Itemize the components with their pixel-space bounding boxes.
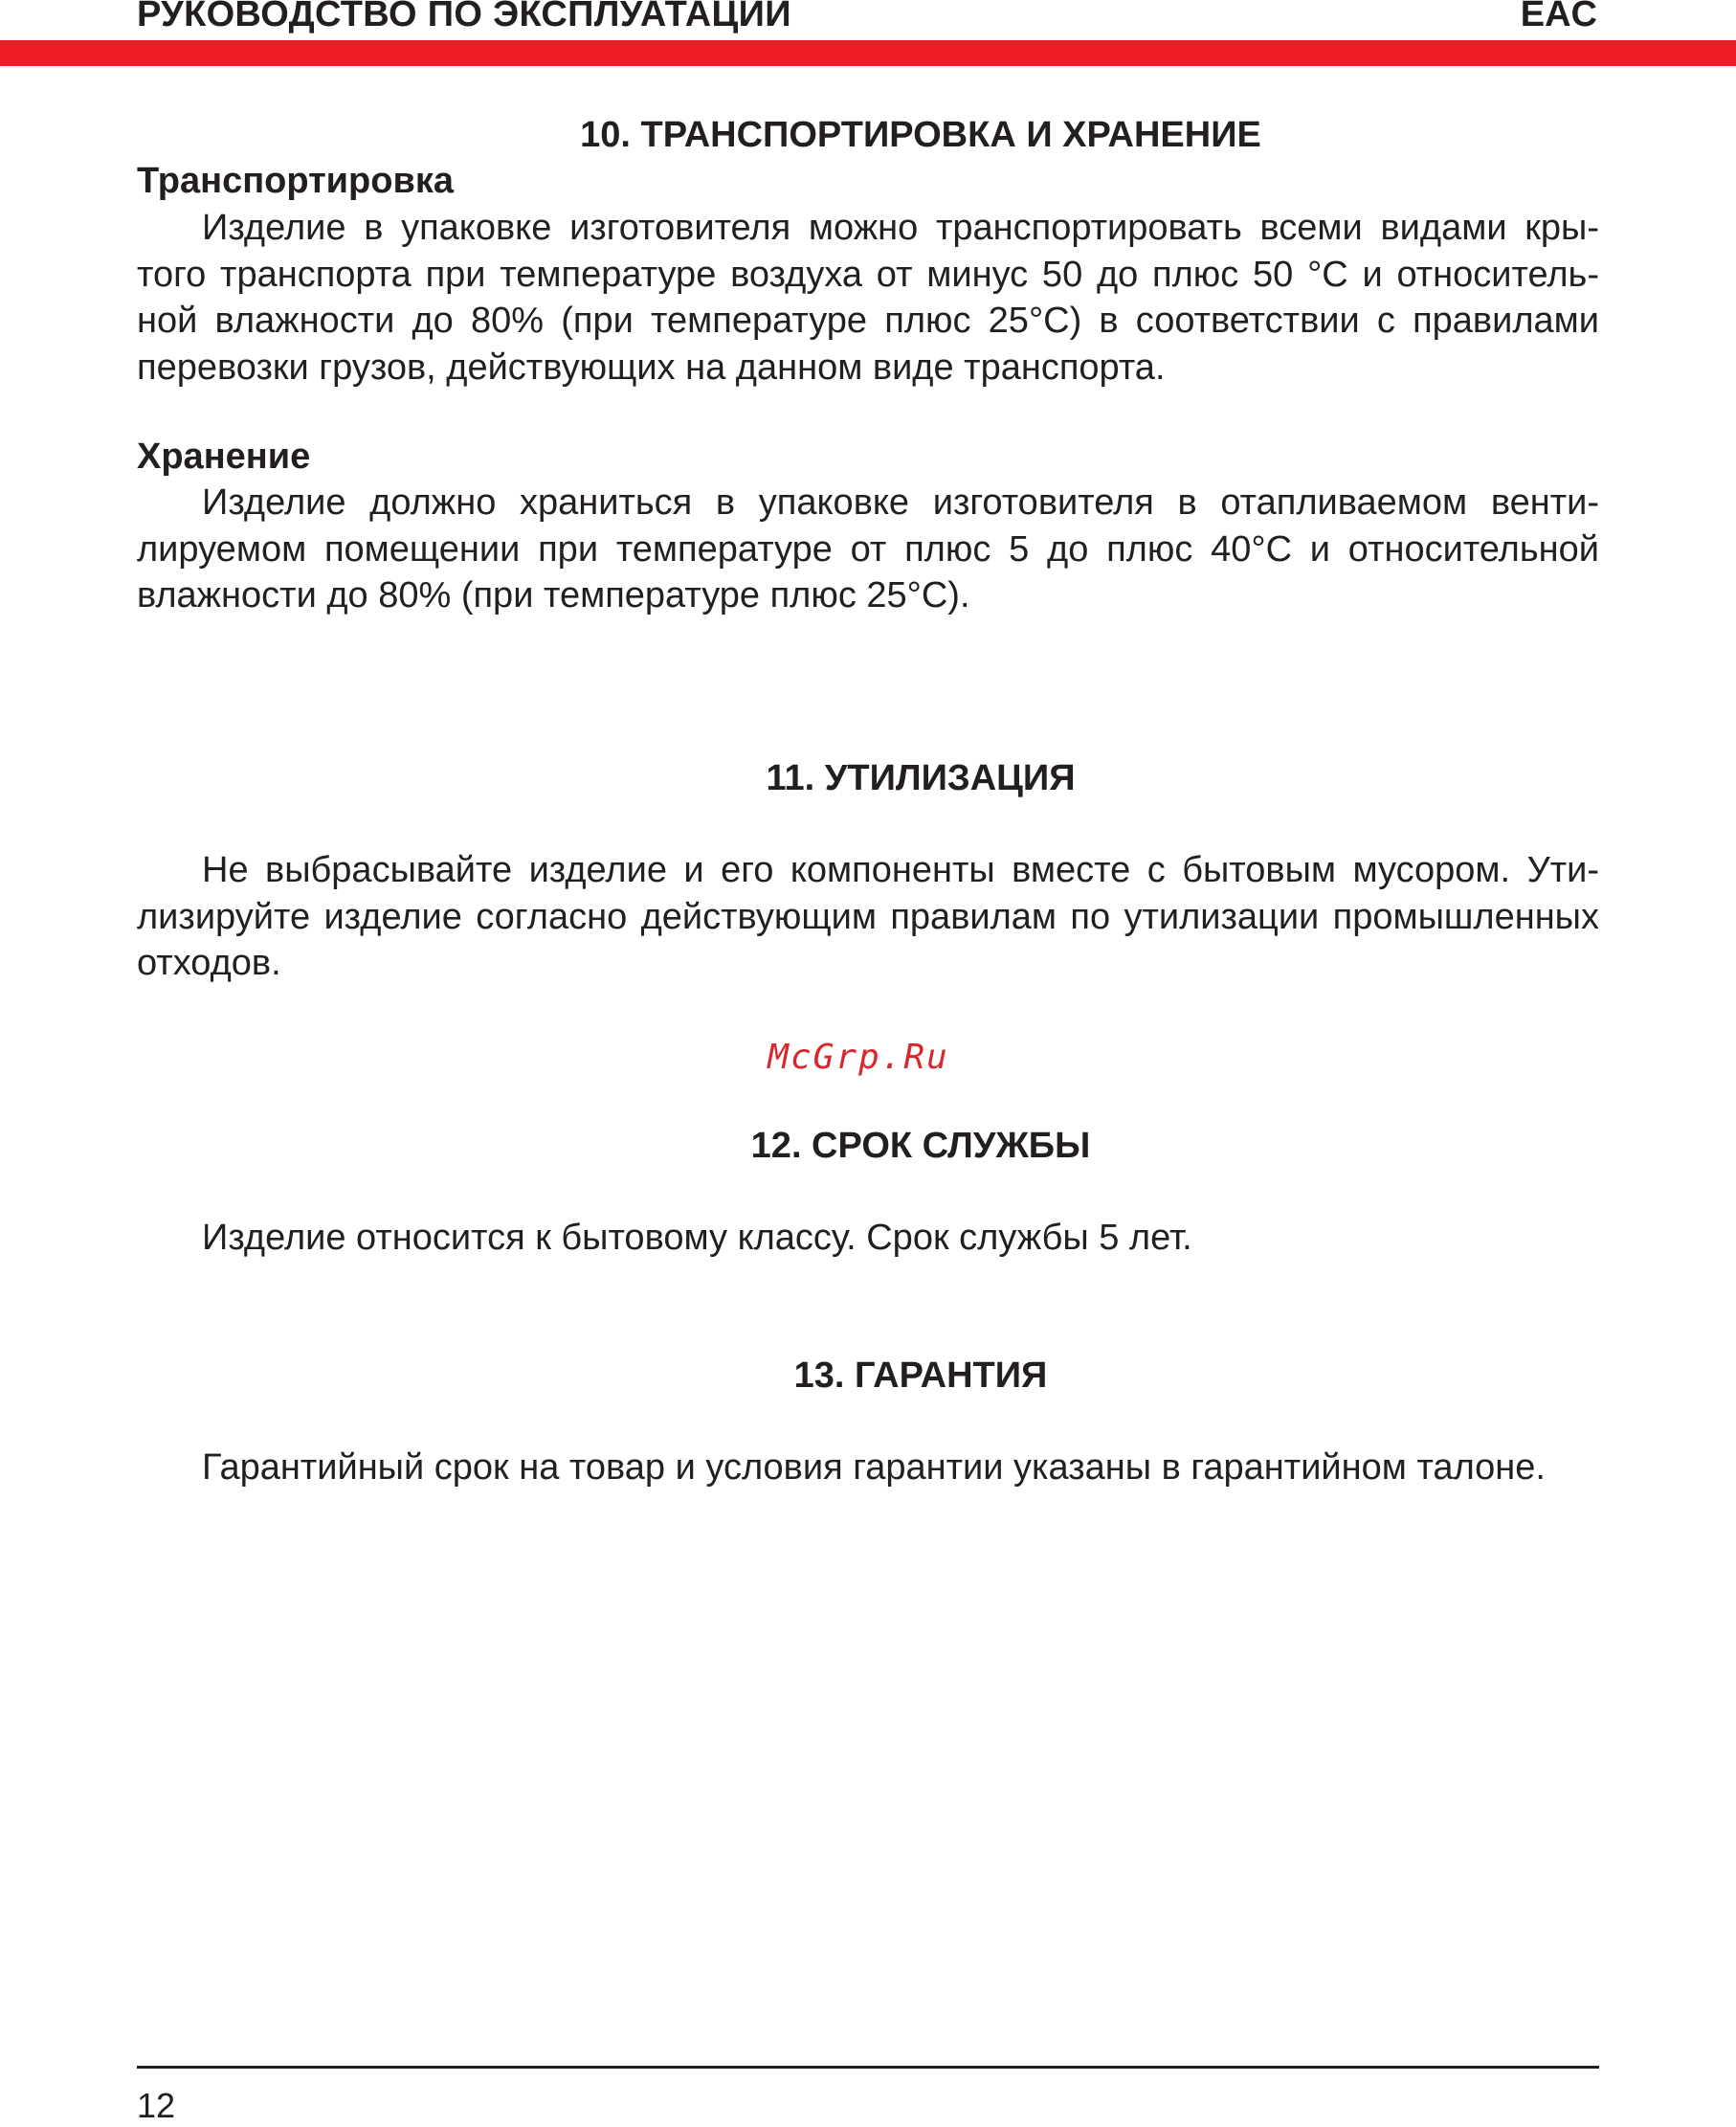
transport-subheading: Транспортировка [137,161,454,201]
page-number: 12 [137,2086,176,2125]
watermark-text: McGrp.Ru [768,1038,949,1077]
disposal-line: лизируйте изделие согласно действующим правилам по утилизации промышленных [137,896,1599,937]
section-11-title: 11. УТИЛИЗАЦИЯ [766,758,1076,798]
section-12-title: 12. СРОК СЛУЖБЫ [750,1126,1091,1166]
storage-paragraph [137,480,1599,619]
storage-line: лируемом помещении при температуре от плюс 5 до плюс 40°С и относительной [137,528,1599,570]
footer-rule [137,2066,1599,2069]
transport-line: того транспорта при температуре воздуха от минус 50 до плюс 50 °С и относитель- [137,254,1599,295]
disposal-line: Не выбрасывайте изделие и его компоненты вместе с бытовым мусором. Ути- [202,850,1599,890]
warranty-line: Гарантийный срок на товар и условия гарантии указаны в гарантийном талоне. [202,1447,1546,1488]
service-life-paragraph [137,1215,1599,1262]
storage-line: влажности до 80% (при температуре плюс 25°С). [137,575,970,616]
transport-line: Изделие в упаковке изготовителя можно транспортировать всеми видами кры- [202,208,1599,248]
disposal-paragraph [137,847,1599,987]
section-10-title: 10. ТРАНСПОРТИРОВКА И ХРАНЕНИЕ [580,115,1261,155]
section-13-title: 13. ГАРАНТИЯ [793,1355,1048,1396]
storage-line: Изделие должно храниться в упаковке изготовителя в отапливаемом венти- [202,482,1599,523]
service-life-line: Изделие относится к бытовому классу. Срок службы 5 лет. [202,1218,1192,1258]
transport-paragraph [137,205,1599,391]
transport-line: перевозки грузов, действующих на данном виде транспорта. [137,347,1166,388]
document-header-title: РУКОВОДСТВО ПО ЭКСПЛУАТАЦИИ [137,0,791,34]
warranty-paragraph [137,1444,1599,1491]
eac-mark: EAC [1520,0,1597,34]
header-red-band [0,40,1736,66]
storage-subheading: Хранение [137,437,311,477]
disposal-line: отходов. [137,943,281,983]
transport-line: ной влажности до 80% (при температуре плюс 25°С) в соответствии с правилами [137,301,1599,341]
